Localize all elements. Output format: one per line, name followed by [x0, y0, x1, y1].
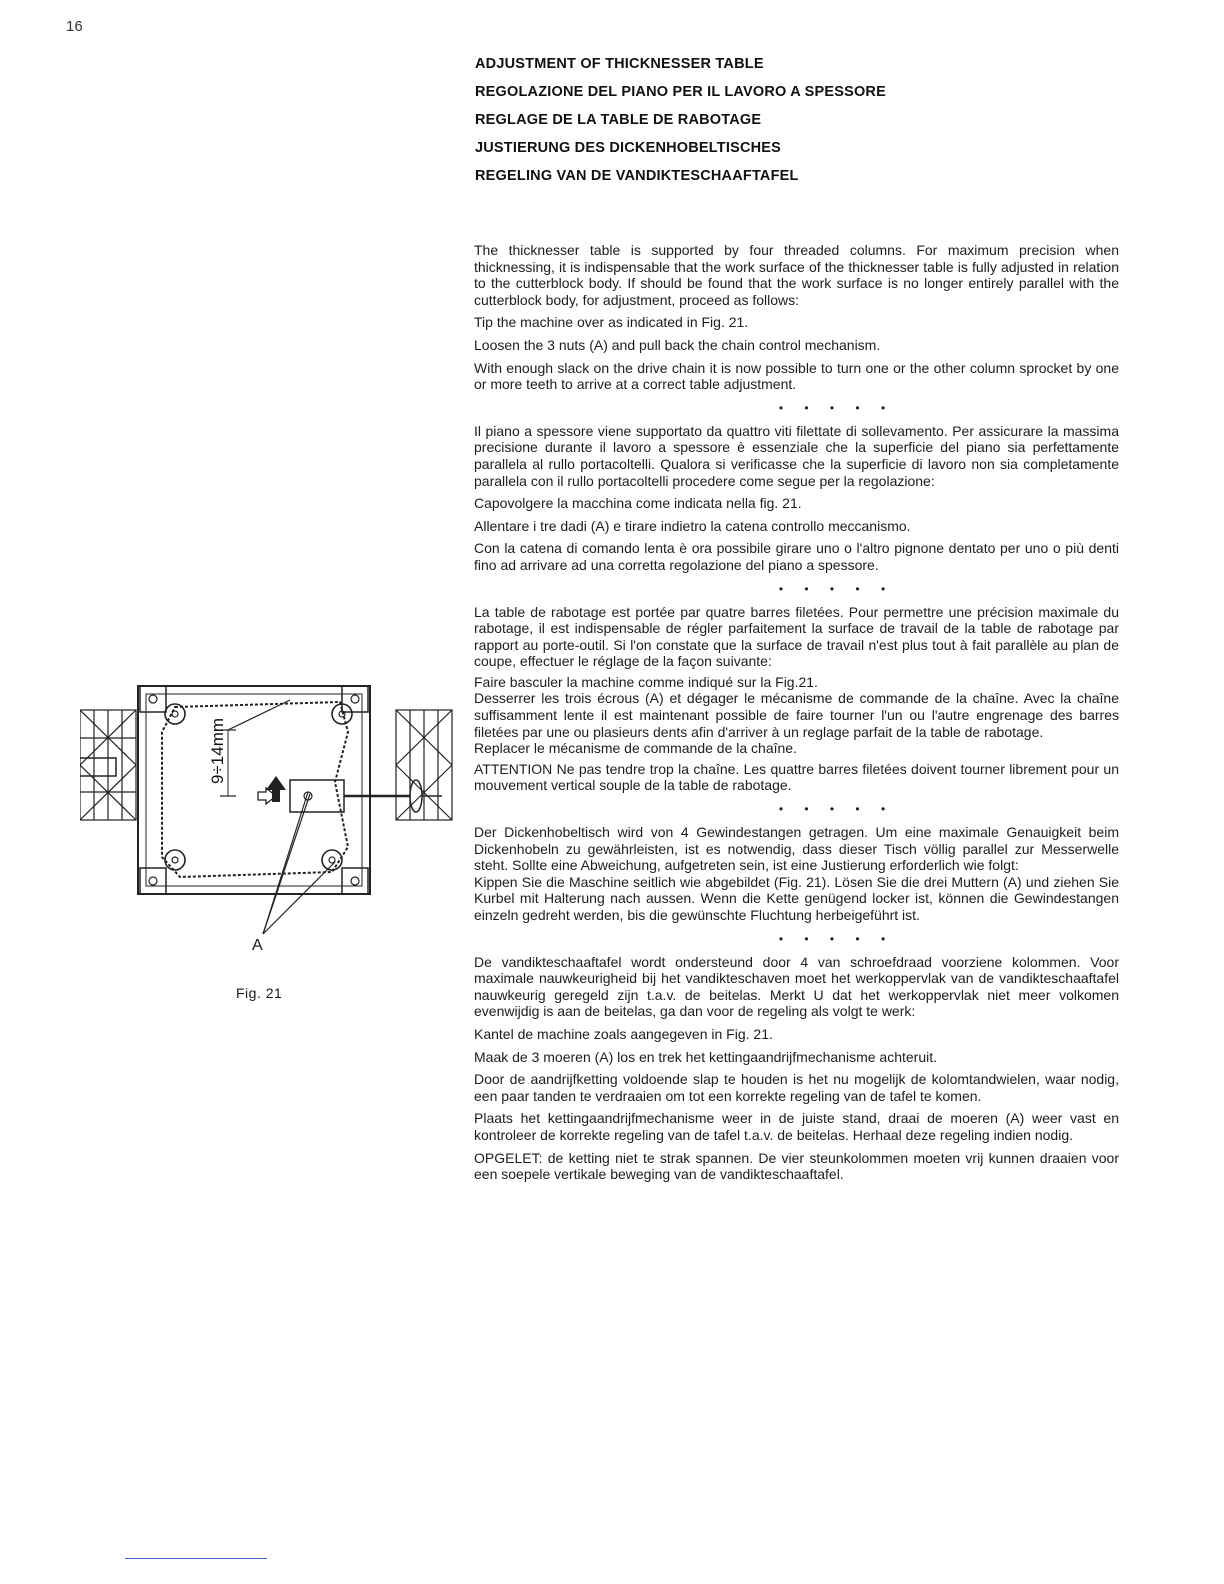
paragraph-nl-intro: De vandikteschaaftafel wordt ondersteund door 4 van schroefdraad voorziene kolommen. Voor maximale nauwkeurigheid bij het vandikteschaven moet het werkoppervlak van de vandikteschaaftafel nauwkeurig geregeld zijn t.a.v. de beitelas. Merkt U dat het werkoppervlak niet meer volkomen evenwijdig is aan de beitelas, ga dan voor de regeling als volgt te werk: [474, 953, 1119, 1020]
paragraph-fr-intro: La table de rabotage est portée par quatre barres filetées. Pour permettre une précision maximale du rabotage, il est indispensable de régler parfaitement la surface de travail de la table de rabotage par rapport au porte-outil. Si l'on constate que la surface de travail n'est plus tout à fait parallèle au plan de coupe, effectuer le réglage de la façon suivante: [474, 603, 1119, 670]
figure-caption: Fig. 21 [236, 985, 283, 1001]
paragraph-nl-step3: Door de aandrijfketting voldoende slap te houden is het nu mogelijk de kolomtandwielen, waar nodig, een paar tanden te verdraaien om tot een korrekte regeling van de tafel te komen. [474, 1071, 1119, 1104]
right-lattice-frame [396, 710, 452, 820]
paragraph-fr-step2: Desserrer les trois écrous (A) et dégager le mécanisme de commande de la chaîne. Avec la chaîne suffisamment lente il est maintenant possible de faire tourner l'un ou l'autre engrenage des barres filetées par une ou plasieurs dents afin d'arriver à un reglage parfait de la table de rabotage. [474, 690, 1119, 740]
title-german: JUSTIERUNG DES DICKENHOBELTISCHES [475, 140, 782, 156]
paragraph-de-intro: Der Dickenhobeltisch wird von 4 Gewindestangen getragen. Um eine maximale Genauigkeit beim Dickenhobeln zu gewährleisten, ist es notwendig, dass dieser Tisch völlig parallel zur Messerwelle steht. Sollte eine Abweichung, aufgetreten sein, ist eine Justierung erforderlich wie folgt: [474, 824, 1119, 874]
paragraph-de-steps: Kippen Sie die Maschine seitlich wie abgebildet (Fig. 21). Lösen Sie die drei Muttern (A) und ziehen Sie Kurbel mit Halterung nach aussen. Wenn die Kette genügend locker ist, können die Gewindestangen einzeln gedreht werden, bis die gewünschte Fluchtung herbeigeführt ist. [474, 873, 1119, 923]
separator-it-fr: • • • • • [778, 581, 895, 596]
title-french: REGLAGE DE LA TABLE DE RABOTAGE [475, 112, 762, 128]
paragraph-nl-warning: OPGELET: de ketting niet te strak spannen. De vier steunkolommen moeten vrij kunnen draaien voor een soepele vertikale beweging van de vandikteschaaftafel. [474, 1149, 1119, 1183]
title-italian: REGOLAZIONE DEL PIANO PER IL LAVORO A SPESSORE [475, 84, 886, 100]
title-block [475, 50, 1135, 190]
footnote-rule [125, 1558, 267, 1559]
separator-de-nl: • • • • • [778, 931, 895, 946]
left-lattice-frame [80, 710, 136, 820]
paragraph-it-step2: Allentare i tre dadi (A) e tirare indietro la catena controllo meccanismo. [474, 517, 911, 534]
paragraph-fr-step3: Replacer le mécanisme de commande de la chaîne. [474, 740, 797, 757]
paragraph-fr-step1: Faire basculer la machine comme indiqué sur la Fig.21. [474, 673, 818, 690]
left-knob [80, 758, 116, 776]
figure-label-a: A [252, 937, 263, 954]
paragraph-it-step3: Con la catena di comando lenta è ora possibile girare uno o l'altro pignone dentato per uno o più denti fino ad arrivare ad una corretta regolazione del piano a spessore. [474, 540, 1119, 573]
page-number: 16 [66, 18, 83, 35]
paragraph-en-step1: Tip the machine over as indicated in Fig. 21. [474, 314, 749, 331]
separator-fr-de: • • • • • [778, 802, 895, 817]
figure-21-diagram [80, 672, 470, 962]
body-text [474, 242, 1119, 1183]
title-dutch: REGELING VAN DE VANDIKTESCHAAFTAFEL [475, 168, 799, 184]
separator-en-it: • • • • • [778, 400, 895, 415]
paragraph-en-intro: The thicknesser table is supported by four threaded columns. For maximum precision when thicknessing, it is indispensable that the work surface of the thicknesser table is fully adjusted in relation to the cutterblock body. If should be found that the work surface is no longer entirely parallel with the cutterblock body, for adjustment, proceed as follows: [474, 242, 1119, 308]
paragraph-en-step2: Loosen the 3 nuts (A) and pull back the chain control mechanism. [474, 336, 881, 353]
paragraph-it-step1: Capovolgere la macchina come indicata nella fig. 21. [474, 495, 802, 512]
paragraph-nl-step1: Kantel de machine zoals aangegeven in Fig. 21. [474, 1025, 773, 1042]
paragraph-en-step3: With enough slack on the drive chain it is now possible to turn one or the other column sprocket by one or more teeth to arrive at a correct table adjustment. [474, 359, 1119, 393]
dimension-label: 9÷14mm [208, 717, 227, 784]
title-english: ADJUSTMENT OF THICKNESSER TABLE [475, 56, 764, 72]
paragraph-nl-step4: Plaats het kettingaandrijfmechanisme weer in de juiste stand, draai de moeren (A) weer vast en kontroleer de korrekte regeling van de tafel t.a.v. de beitelas. Herhaal deze regeling indien nodig. [474, 1110, 1119, 1143]
paragraph-nl-step2: Maak de 3 moeren (A) los en trek het kettingaandrijfmechanisme achteruit. [474, 1048, 938, 1065]
paragraph-it-intro: Il piano a spessore viene supportato da quattro viti filettate di sollevamento. Per assicurare la massima precisione durante il lavoro a spessore è essenziale che la superficie del piano sia perfettamente parallela al rullo portacoltelli. Qualora si verificasse che la superficie di lavoro non sia completamente parallela con il rullo portacoltelli procedere come segue per la regolazione: [474, 422, 1119, 489]
paragraph-fr-attention: ATTENTION Ne pas tendre trop la chaîne. Les quattre barres filetées doivent tourner librement pour un mouvement vertical souple de la table de rabotage. [474, 760, 1119, 794]
